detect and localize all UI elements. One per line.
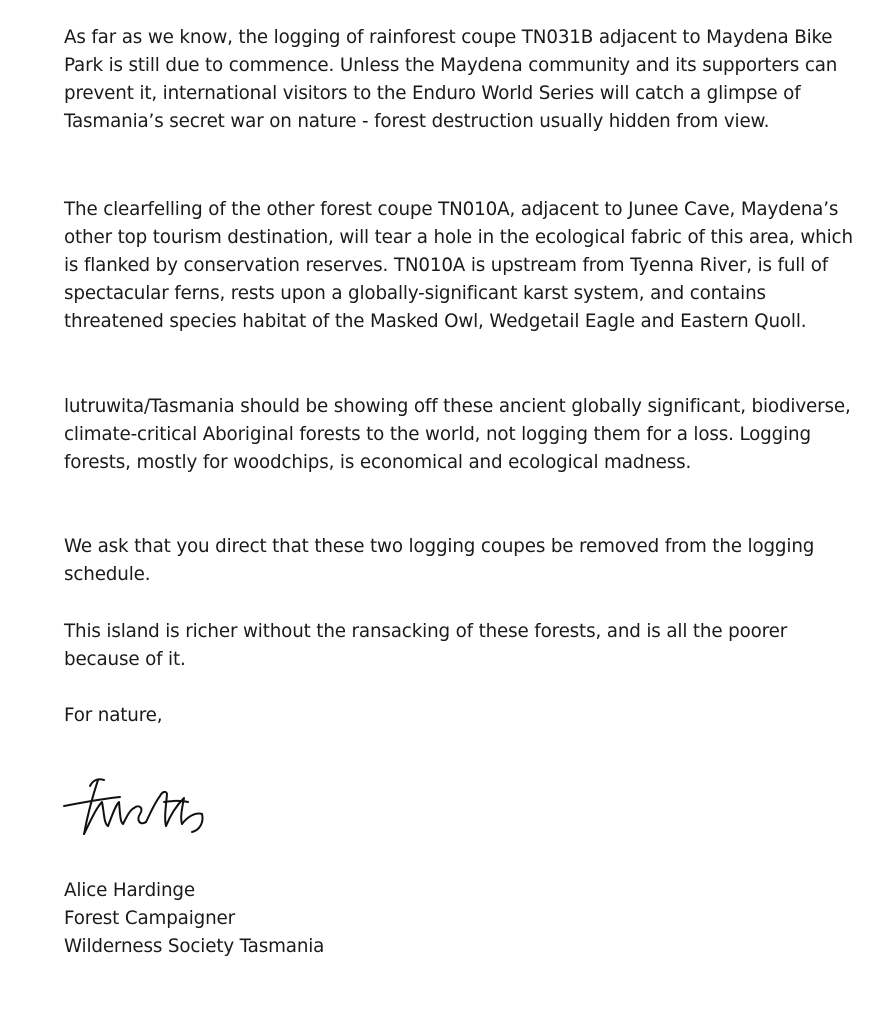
paragraph-coupe-tn010a: The clearfelling of the other forest coupe TN010A, adjacent to Junee Cave, Maydena’s other top tourism destination, will tear a hole in the ecological fabric of this area, which is flanked by conservation reserves. TN010A is upstream from Tyenna River, is full of spectacular ferns, rests upon a globally-significant karst system, and contains threatened species habitat of the Masked Owl, Wedgetail Eagle and Eastern Quoll. <box>64 199 853 332</box>
paragraph-coupe-tn031b: As far as we know, the logging of rainforest coupe TN031B adjacent to Maydena Bike Park is still due to commence. Unless the Maydena community and its supporters can prevent it, international visitors to the Enduro World Series will catch a glimpse of Tasmania’s secret war on nature - forest destruction usually hidden from view. <box>64 27 838 132</box>
paragraph-lutruwita: lutruwita/Tasmania should be showing off these ancient globally significant, biodiverse, climate-critical Aboriginal forests to the world, not logging them for a loss. Logging forests, mostly for woodchips, is economical and ecological madness. <box>64 396 851 473</box>
signature-block <box>64 877 324 961</box>
signatory-title: Forest Campaigner <box>64 908 235 929</box>
paragraph-island: This island is richer without the ransacking of these forests, and is all the poorer because of it. <box>64 621 788 670</box>
signatory-organisation: Wilderness Society Tasmania <box>64 936 325 957</box>
handwritten-signature <box>60 772 210 842</box>
closing-salutation: For nature, <box>64 705 163 726</box>
paragraph-request: We ask that you direct that these two logging coupes be removed from the logging schedule. <box>64 536 815 585</box>
signatory-name: Alice Hardinge <box>64 880 195 901</box>
